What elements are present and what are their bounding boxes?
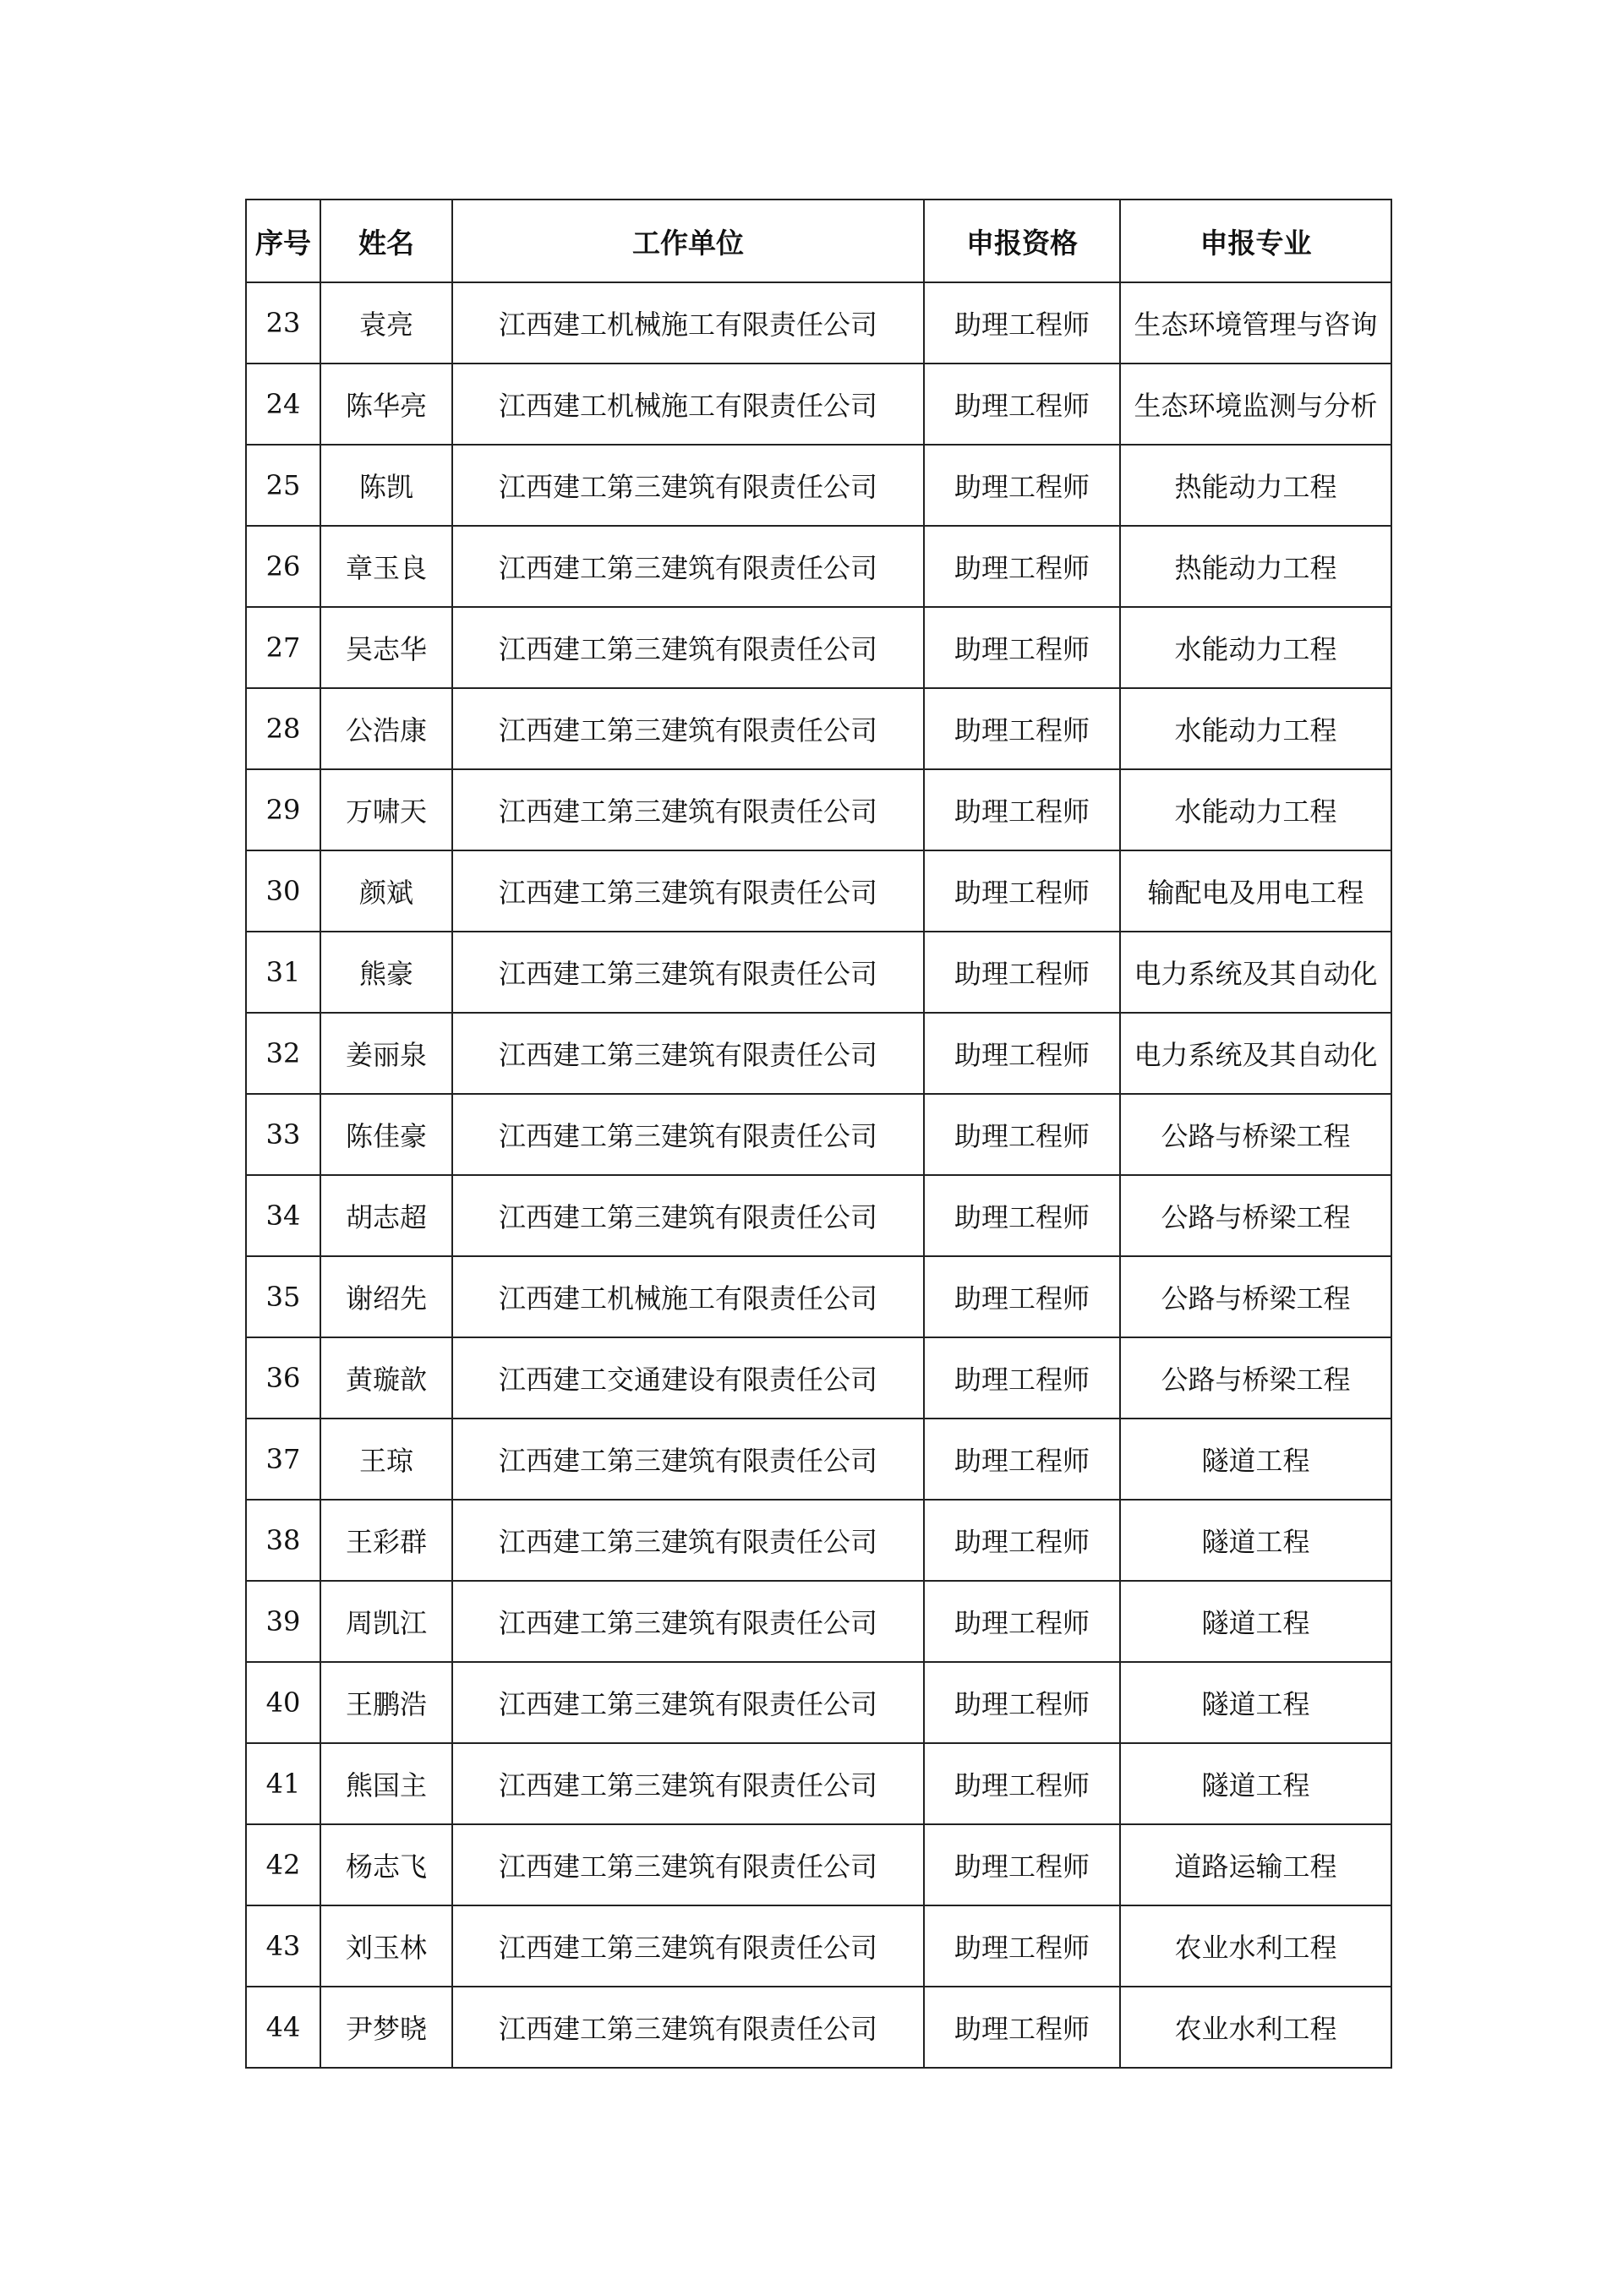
cell-name: 胡志超 [320,1175,452,1256]
table-row [246,445,1391,526]
cell-name: 谢绍先 [320,1256,452,1337]
cell-org: 江西建工第三建筑有限责任公司 [452,769,924,850]
table-header [246,200,1391,282]
table-row [246,1662,1391,1743]
cell-major: 水能动力工程 [1120,769,1391,850]
cell-no: 39 [246,1581,320,1662]
header-row [246,200,1391,282]
cell-no: 27 [246,607,320,688]
cell-name: 颜斌 [320,850,452,932]
cell-name: 王鹏浩 [320,1662,452,1743]
cell-org: 江西建工第三建筑有限责任公司 [452,1824,924,1905]
cell-no: 44 [246,1987,320,2068]
table-row [246,1094,1391,1175]
table-row [246,1500,1391,1581]
cell-org: 江西建工第三建筑有限责任公司 [452,1175,924,1256]
cell-name: 周凯江 [320,1581,452,1662]
header-name: 姓名 [320,200,452,282]
cell-qualification: 助理工程师 [924,1337,1120,1419]
cell-qualification: 助理工程师 [924,1743,1120,1824]
header-major: 申报专业 [1120,200,1391,282]
cell-org: 江西建工机械施工有限责任公司 [452,1256,924,1337]
cell-major: 热能动力工程 [1120,445,1391,526]
cell-qualification: 助理工程师 [924,1987,1120,2068]
table-row [246,1013,1391,1094]
cell-org: 江西建工第三建筑有限责任公司 [452,850,924,932]
cell-name: 陈华亮 [320,364,452,445]
cell-org: 江西建工第三建筑有限责任公司 [452,1500,924,1581]
cell-org: 江西建工机械施工有限责任公司 [452,364,924,445]
cell-name: 吴志华 [320,607,452,688]
cell-org: 江西建工第三建筑有限责任公司 [452,607,924,688]
cell-org: 江西建工第三建筑有限责任公司 [452,932,924,1013]
cell-major: 生态环境监测与分析 [1120,364,1391,445]
cell-no: 32 [246,1013,320,1094]
cell-name: 万啸天 [320,769,452,850]
cell-major: 隧道工程 [1120,1581,1391,1662]
table-row [246,526,1391,607]
cell-qualification: 助理工程师 [924,932,1120,1013]
cell-name: 杨志飞 [320,1824,452,1905]
cell-name: 袁亮 [320,282,452,364]
cell-no: 33 [246,1094,320,1175]
cell-name: 陈凯 [320,445,452,526]
cell-no: 31 [246,932,320,1013]
cell-qualification: 助理工程师 [924,282,1120,364]
cell-major: 隧道工程 [1120,1662,1391,1743]
table-body [246,282,1391,2068]
cell-org: 江西建工第三建筑有限责任公司 [452,1013,924,1094]
cell-org: 江西建工第三建筑有限责任公司 [452,1743,924,1824]
cell-no: 29 [246,769,320,850]
cell-qualification: 助理工程师 [924,1824,1120,1905]
cell-no: 30 [246,850,320,932]
header-org: 工作单位 [452,200,924,282]
cell-name: 姜丽泉 [320,1013,452,1094]
table-row [246,688,1391,769]
cell-org: 江西建工第三建筑有限责任公司 [452,1905,924,1987]
cell-org: 江西建工第三建筑有限责任公司 [452,445,924,526]
cell-qualification: 助理工程师 [924,1175,1120,1256]
cell-qualification: 助理工程师 [924,364,1120,445]
cell-major: 公路与桥梁工程 [1120,1175,1391,1256]
cell-org: 江西建工第三建筑有限责任公司 [452,1419,924,1500]
cell-qualification: 助理工程师 [924,688,1120,769]
cell-no: 28 [246,688,320,769]
table-row [246,282,1391,364]
cell-no: 24 [246,364,320,445]
cell-org: 江西建工第三建筑有限责任公司 [452,1581,924,1662]
applicant-table [245,199,1392,2069]
cell-no: 36 [246,1337,320,1419]
cell-major: 农业水利工程 [1120,1987,1391,2068]
cell-org: 江西建工机械施工有限责任公司 [452,282,924,364]
cell-name: 章玉良 [320,526,452,607]
cell-no: 23 [246,282,320,364]
cell-major: 热能动力工程 [1120,526,1391,607]
header-no: 序号 [246,200,320,282]
table-row [246,1824,1391,1905]
cell-org: 江西建工第三建筑有限责任公司 [452,1094,924,1175]
table-row [246,607,1391,688]
table-row [246,1743,1391,1824]
cell-org: 江西建工第三建筑有限责任公司 [452,526,924,607]
cell-org: 江西建工第三建筑有限责任公司 [452,1987,924,2068]
cell-qualification: 助理工程师 [924,1662,1120,1743]
cell-qualification: 助理工程师 [924,1581,1120,1662]
cell-no: 26 [246,526,320,607]
cell-name: 黄璇歆 [320,1337,452,1419]
cell-no: 38 [246,1500,320,1581]
cell-major: 农业水利工程 [1120,1905,1391,1987]
cell-major: 隧道工程 [1120,1743,1391,1824]
cell-no: 25 [246,445,320,526]
table-row [246,1581,1391,1662]
cell-major: 隧道工程 [1120,1419,1391,1500]
cell-major: 电力系统及其自动化 [1120,1013,1391,1094]
cell-name: 熊豪 [320,932,452,1013]
cell-qualification: 助理工程师 [924,1500,1120,1581]
table-row [246,1987,1391,2068]
cell-major: 隧道工程 [1120,1500,1391,1581]
cell-no: 35 [246,1256,320,1337]
cell-qualification: 助理工程师 [924,1905,1120,1987]
cell-name: 熊国主 [320,1743,452,1824]
cell-major: 输配电及用电工程 [1120,850,1391,932]
table-row [246,769,1391,850]
cell-no: 37 [246,1419,320,1500]
cell-no: 43 [246,1905,320,1987]
cell-qualification: 助理工程师 [924,526,1120,607]
cell-qualification: 助理工程师 [924,769,1120,850]
table-row [246,1905,1391,1987]
cell-qualification: 助理工程师 [924,850,1120,932]
cell-qualification: 助理工程师 [924,1013,1120,1094]
table-row [246,1419,1391,1500]
cell-major: 公路与桥梁工程 [1120,1256,1391,1337]
cell-major: 道路运输工程 [1120,1824,1391,1905]
cell-major: 电力系统及其自动化 [1120,932,1391,1013]
cell-qualification: 助理工程师 [924,1419,1120,1500]
cell-major: 水能动力工程 [1120,688,1391,769]
cell-name: 尹梦晓 [320,1987,452,2068]
cell-qualification: 助理工程师 [924,607,1120,688]
table-row [246,1175,1391,1256]
cell-org: 江西建工第三建筑有限责任公司 [452,1662,924,1743]
cell-no: 34 [246,1175,320,1256]
cell-major: 水能动力工程 [1120,607,1391,688]
cell-qualification: 助理工程师 [924,1094,1120,1175]
cell-no: 40 [246,1662,320,1743]
table-row [246,932,1391,1013]
cell-name: 王琼 [320,1419,452,1500]
cell-name: 公浩康 [320,688,452,769]
table-row [246,1337,1391,1419]
header-qualification: 申报资格 [924,200,1120,282]
cell-major: 生态环境管理与咨询 [1120,282,1391,364]
cell-qualification: 助理工程师 [924,445,1120,526]
cell-org: 江西建工交通建设有限责任公司 [452,1337,924,1419]
cell-org: 江西建工第三建筑有限责任公司 [452,688,924,769]
cell-qualification: 助理工程师 [924,1256,1120,1337]
cell-major: 公路与桥梁工程 [1120,1094,1391,1175]
table-row [246,364,1391,445]
cell-name: 陈佳豪 [320,1094,452,1175]
cell-no: 42 [246,1824,320,1905]
table-row [246,850,1391,932]
table-row [246,1256,1391,1337]
cell-name: 刘玉林 [320,1905,452,1987]
cell-name: 王彩群 [320,1500,452,1581]
cell-no: 41 [246,1743,320,1824]
cell-major: 公路与桥梁工程 [1120,1337,1391,1419]
